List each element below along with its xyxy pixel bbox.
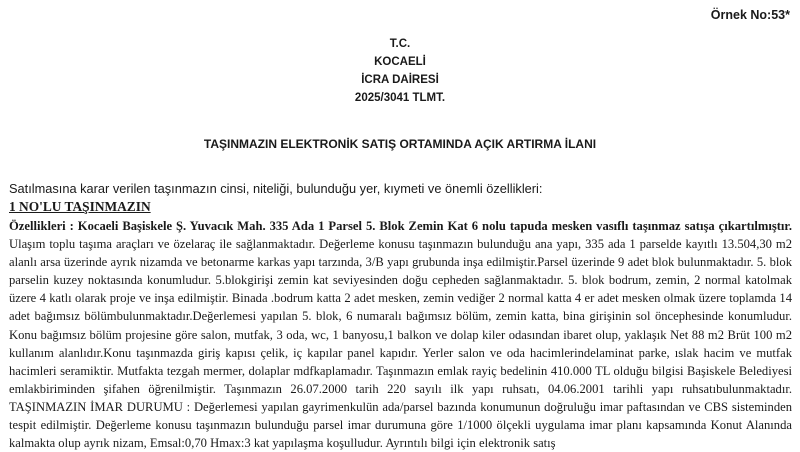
document-title: TAŞINMAZIN ELEKTRONİK SATIŞ ORTAMINDA AÇIK ARTIRMA İLANI (203, 137, 597, 151)
property-features-body: Ulaşım toplu taşıma araçları ve özelaraç ile sağlanmaktadır. Değerleme konusu taşınmazın bulunduğu ana yapı, 335 ada 1 parselde kayıtlı 13.504,30 m2 alanlı arsa üzerinde ayrık nizamda ve betonarme karkas yapı tarzında, 3/B yapı grubunda inşa edilmiştir.Parsel üzerinde 9 adet blok bulunmaktadır. 5. blok parselin kuzey noktasında konumludur. 5.blokgirişi zemin kat seviyesinden doğu cepheden sağlanmaktadır. 5. blok bodrum, zemin, 2 normal katolmak üzere 4 katlı olarak proje ve inşa edilmiştir. Binada .bodrum katta 2 adet mesken, zemin vediğer 2 normal katta 4 er adet mesken olmak üzere toplamda 14 adet bağımsız bölümbulunmaktadır.Değerlemesi yapılan 5. blok, 6 numaralı bağımsız bölüm, zemin katta, bina girişinin sol öncephesinde konumludur. Konu bağımsız bölüm projesine göre salon, mutfak, 3 oda, wc, 1 banyosu,1 balkon ve dolap kiler odasından ibaret olup, yaklaşık Net 88 m2 Brüt 100 m2 kullanım alanlıdır.Konu taşınmazda giriş kapısı çelik, iç kapılar panel kapıdır. Yerler salon ve oda hacimlerindelaminat parke, ıslak hacim ve mutfak hacimleri seramiktir. Mutfakta tezgah mermer, dolaplar mdfkaplamadır. Taşınmazın emlak rayiç bedelinin 410.000 TL olduğu bilgisi Başiskele Belediyesi emlakbiriminden şifahen öğrenilmiştir. Taşınmazın 26.07.2000 tarih 220 sayılı ilk yapı ruhsatı, 04.06.2001 tarihli yapı ruhsatıbulunmaktadır. TAŞINMAZIN İMAR DURUMU : Değerlemesi yapılan gayrimenkulün ada/parsel bazında konumunun doğruluğu imar paftasından ve CBS sisteminden tespit edilmiştir. Değerleme konusu taşınmazın bulunduğu parsel imar durumuna göre 1/1000 ölçekli uygulama imar planı kapsamında Konut Alanında kalmakta olup ayrık nizam, Emsal:0,70 Hmax:3 kat yapılaşma koşulludur. Ayrıntılı bilgi için elektronik satış (9, 237, 792, 451)
header-file-number: 2025/3041 TLMT. (354, 92, 446, 104)
header-republic: T.C. (389, 38, 411, 50)
property-description (9, 217, 792, 452)
intro-text: Satılmasına karar verilen taşınmazın cinsi, niteliği, bulunduğu yer, kıymeti ve önemli özellikleri: (9, 181, 543, 196)
document-header (0, 35, 800, 107)
property-features-lead: Özellikleri : Kocaeli Başiskele Ş. Yuvacık Mah. 335 Ada 1 Parsel 5. Blok Zemin Kat 6 nolu tapuda mesken vasıflı taşınmaz satışa çıkartılmıştır. (9, 219, 792, 233)
header-office: İCRA DAİRESİ (361, 74, 439, 86)
header-city: KOCAELİ (374, 56, 426, 68)
example-number: Örnek No:53* (710, 8, 790, 22)
section-heading: 1 NO'LU TAŞINMAZIN (9, 199, 151, 214)
